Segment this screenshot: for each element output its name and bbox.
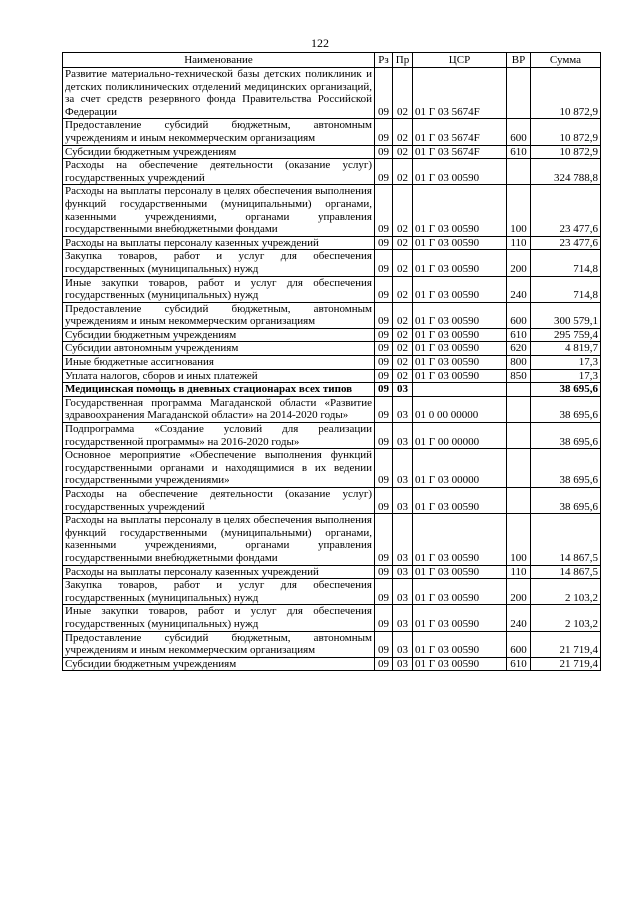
table-row <box>63 342 601 356</box>
cell-vr <box>507 488 531 514</box>
cell-rz: 09 <box>375 145 393 159</box>
cell-csr: 01 Г 03 00590 <box>413 302 507 328</box>
cell-name: Расходы на выплаты персоналу в целях обеспечения выполнения функций государственными (муниципальными) органами, казенными учреждениями, органами управления государственными внебюджетными фондами <box>63 185 375 236</box>
table-row <box>63 449 601 488</box>
cell-name: Иные закупки товаров, работ и услуг для обеспечения государственных (муниципальных) нужд <box>63 276 375 302</box>
cell-sum: 4 819,7 <box>531 342 601 356</box>
cell-rz: 09 <box>375 328 393 342</box>
column-header-name: Наименование <box>63 53 375 68</box>
cell-rz: 09 <box>375 565 393 579</box>
cell-csr: 01 Г 00 00000 <box>413 423 507 449</box>
table-row <box>63 145 601 159</box>
table-row <box>63 579 601 605</box>
cell-name: Государственная программа Магаданской области «Развитие здравоохранения Магаданской области» на 2014-2020 годы» <box>63 396 375 422</box>
cell-name: Субсидии бюджетным учреждениям <box>63 328 375 342</box>
cell-pr: 02 <box>393 342 413 356</box>
cell-pr: 03 <box>393 449 413 488</box>
cell-sum: 10 872,9 <box>531 145 601 159</box>
cell-sum: 23 477,6 <box>531 236 601 250</box>
cell-csr: 01 Г 03 00590 <box>413 159 507 185</box>
cell-rz: 09 <box>375 631 393 657</box>
cell-vr <box>507 383 531 397</box>
cell-sum: 10 872,9 <box>531 119 601 145</box>
cell-vr <box>507 68 531 119</box>
cell-vr: 200 <box>507 579 531 605</box>
cell-sum: 14 867,5 <box>531 514 601 565</box>
cell-sum: 38 695,6 <box>531 488 601 514</box>
cell-pr: 03 <box>393 605 413 631</box>
table-row <box>63 250 601 276</box>
cell-name: Уплата налогов, сборов и иных платежей <box>63 369 375 383</box>
cell-vr: 600 <box>507 631 531 657</box>
cell-vr: 110 <box>507 236 531 250</box>
cell-csr: 01 Г 03 00590 <box>413 657 507 671</box>
budget-table <box>62 52 601 671</box>
cell-sum: 2 103,2 <box>531 579 601 605</box>
cell-pr: 02 <box>393 119 413 145</box>
cell-rz: 09 <box>375 185 393 236</box>
cell-csr: 01 Г 03 00590 <box>413 356 507 370</box>
cell-csr: 01 Г 03 00590 <box>413 250 507 276</box>
column-header-csr: ЦСР <box>413 53 507 68</box>
cell-name: Субсидии автономным учреждениям <box>63 342 375 356</box>
cell-rz: 09 <box>375 396 393 422</box>
cell-rz: 09 <box>375 383 393 397</box>
table-row <box>63 488 601 514</box>
cell-csr: 01 Г 03 00590 <box>413 328 507 342</box>
cell-csr: 01 Г 03 5674F <box>413 119 507 145</box>
table-row <box>63 236 601 250</box>
cell-pr: 03 <box>393 631 413 657</box>
cell-sum: 38 695,6 <box>531 449 601 488</box>
cell-rz: 09 <box>375 514 393 565</box>
cell-csr: 01 Г 03 5674F <box>413 68 507 119</box>
cell-name: Медицинская помощь в дневных стационарах всех типов <box>63 383 375 397</box>
cell-vr: 110 <box>507 565 531 579</box>
cell-pr: 02 <box>393 236 413 250</box>
cell-name: Расходы на обеспечение деятельности (оказание услуг) государственных учреждений <box>63 159 375 185</box>
cell-pr: 02 <box>393 369 413 383</box>
table-row <box>63 631 601 657</box>
table-row <box>63 68 601 119</box>
table-row <box>63 159 601 185</box>
cell-sum: 14 867,5 <box>531 565 601 579</box>
cell-name: Развитие материально-технической базы детских поликлиник и детских поликлинических отделений медицинских организаций, за счет средств резервного фонда Правительства Российской Федерации <box>63 68 375 119</box>
cell-name: Субсидии бюджетным учреждениям <box>63 145 375 159</box>
cell-pr: 02 <box>393 276 413 302</box>
cell-name: Предоставление субсидий бюджетным, автономным учреждениям и иным некоммерческим организациям <box>63 631 375 657</box>
cell-pr: 02 <box>393 250 413 276</box>
cell-sum: 300 579,1 <box>531 302 601 328</box>
cell-name: Иные бюджетные ассигнования <box>63 356 375 370</box>
cell-pr: 03 <box>393 383 413 397</box>
cell-sum: 23 477,6 <box>531 185 601 236</box>
cell-vr: 800 <box>507 356 531 370</box>
cell-rz: 09 <box>375 449 393 488</box>
cell-vr: 200 <box>507 250 531 276</box>
cell-rz: 09 <box>375 276 393 302</box>
cell-sum: 324 788,8 <box>531 159 601 185</box>
cell-rz: 09 <box>375 356 393 370</box>
table-row <box>63 276 601 302</box>
cell-rz: 09 <box>375 579 393 605</box>
cell-csr: 01 Г 03 00590 <box>413 236 507 250</box>
cell-sum: 21 719,4 <box>531 657 601 671</box>
cell-pr: 03 <box>393 514 413 565</box>
cell-name: Расходы на выплаты персоналу казенных учреждений <box>63 565 375 579</box>
column-header-vr: ВР <box>507 53 531 68</box>
cell-csr: 01 Г 03 00590 <box>413 631 507 657</box>
cell-rz: 09 <box>375 159 393 185</box>
cell-name: Иные закупки товаров, работ и услуг для обеспечения государственных (муниципальных) нужд <box>63 605 375 631</box>
cell-rz: 09 <box>375 119 393 145</box>
cell-pr: 03 <box>393 565 413 579</box>
cell-sum: 38 695,6 <box>531 383 601 397</box>
table-row <box>63 369 601 383</box>
table-row <box>63 328 601 342</box>
table-row <box>63 302 601 328</box>
cell-pr: 02 <box>393 68 413 119</box>
table-row <box>63 356 601 370</box>
cell-rz: 09 <box>375 423 393 449</box>
cell-sum: 10 872,9 <box>531 68 601 119</box>
cell-pr: 02 <box>393 159 413 185</box>
cell-pr: 02 <box>393 145 413 159</box>
cell-vr: 620 <box>507 342 531 356</box>
table-row <box>63 185 601 236</box>
cell-name: Расходы на выплаты персоналу в целях обеспечения выполнения функций государственными (муниципальными) органами, казенными учреждениями, органами управления государственными внебюджетными фондами <box>63 514 375 565</box>
table-row <box>63 396 601 422</box>
cell-rz: 09 <box>375 250 393 276</box>
cell-vr <box>507 449 531 488</box>
cell-csr: 01 Г 03 00590 <box>413 514 507 565</box>
cell-pr: 02 <box>393 185 413 236</box>
cell-pr: 02 <box>393 328 413 342</box>
cell-pr: 02 <box>393 302 413 328</box>
cell-csr: 01 Г 03 5674F <box>413 145 507 159</box>
table-row <box>63 657 601 671</box>
cell-pr: 03 <box>393 657 413 671</box>
cell-rz: 09 <box>375 302 393 328</box>
cell-csr: 01 Г 03 00590 <box>413 369 507 383</box>
cell-name: Расходы на обеспечение деятельности (оказание услуг) государственных учреждений <box>63 488 375 514</box>
cell-sum: 17,3 <box>531 356 601 370</box>
cell-vr <box>507 423 531 449</box>
column-header-rz: Рз <box>375 53 393 68</box>
cell-sum: 2 103,2 <box>531 605 601 631</box>
cell-csr: 01 Г 03 00590 <box>413 185 507 236</box>
cell-csr: 01 Г 03 00590 <box>413 276 507 302</box>
cell-pr: 03 <box>393 396 413 422</box>
cell-vr: 100 <box>507 185 531 236</box>
cell-pr: 03 <box>393 488 413 514</box>
page-number: 122 <box>311 36 329 50</box>
cell-name: Закупка товаров, работ и услуг для обеспечения государственных (муниципальных) нужд <box>63 579 375 605</box>
cell-csr: 01 Г 03 00590 <box>413 342 507 356</box>
cell-csr: 01 Г 03 00590 <box>413 488 507 514</box>
cell-sum: 714,8 <box>531 276 601 302</box>
table-row <box>63 119 601 145</box>
table-row <box>63 565 601 579</box>
cell-pr: 03 <box>393 579 413 605</box>
cell-vr: 240 <box>507 605 531 631</box>
cell-vr <box>507 159 531 185</box>
cell-csr: 01 Г 03 00590 <box>413 605 507 631</box>
cell-name: Закупка товаров, работ и услуг для обеспечения государственных (муниципальных) нужд <box>63 250 375 276</box>
cell-rz: 09 <box>375 605 393 631</box>
cell-sum: 38 695,6 <box>531 423 601 449</box>
cell-csr: 01 Г 03 00590 <box>413 565 507 579</box>
cell-name: Предоставление субсидий бюджетным, автономным учреждениям и иным некоммерческим организациям <box>63 302 375 328</box>
cell-csr: 01 0 00 00000 <box>413 396 507 422</box>
table-row <box>63 383 601 397</box>
cell-vr: 850 <box>507 369 531 383</box>
cell-vr: 100 <box>507 514 531 565</box>
table-header-row <box>63 53 601 68</box>
cell-name: Предоставление субсидий бюджетным, автономным учреждениям и иным некоммерческим организациям <box>63 119 375 145</box>
cell-csr <box>413 383 507 397</box>
cell-sum: 38 695,6 <box>531 396 601 422</box>
cell-csr: 01 Г 03 00590 <box>413 579 507 605</box>
cell-vr: 240 <box>507 276 531 302</box>
cell-pr: 03 <box>393 423 413 449</box>
table-body <box>63 68 601 671</box>
cell-name: Основное мероприятие «Обеспечение выполнения функций государственными органами и находящимися в их ведении государственными учреждениями» <box>63 449 375 488</box>
cell-vr <box>507 396 531 422</box>
cell-rz: 09 <box>375 68 393 119</box>
table-row <box>63 605 601 631</box>
cell-rz: 09 <box>375 342 393 356</box>
table-row <box>63 423 601 449</box>
cell-rz: 09 <box>375 236 393 250</box>
cell-name: Субсидии бюджетным учреждениям <box>63 657 375 671</box>
cell-vr: 600 <box>507 119 531 145</box>
cell-vr: 600 <box>507 302 531 328</box>
cell-sum: 21 719,4 <box>531 631 601 657</box>
cell-rz: 09 <box>375 369 393 383</box>
cell-rz: 09 <box>375 657 393 671</box>
cell-name: Подпрограмма «Создание условий для реализации государственной программы» на 2016-2020 годы» <box>63 423 375 449</box>
cell-sum: 295 759,4 <box>531 328 601 342</box>
cell-vr: 610 <box>507 145 531 159</box>
cell-sum: 17,3 <box>531 369 601 383</box>
column-header-pr: Пр <box>393 53 413 68</box>
cell-csr: 01 Г 03 00000 <box>413 449 507 488</box>
cell-sum: 714,8 <box>531 250 601 276</box>
cell-pr: 02 <box>393 356 413 370</box>
cell-rz: 09 <box>375 488 393 514</box>
cell-vr: 610 <box>507 328 531 342</box>
column-header-sum: Сумма <box>531 53 601 68</box>
cell-vr: 610 <box>507 657 531 671</box>
table-row <box>63 514 601 565</box>
cell-name: Расходы на выплаты персоналу казенных учреждений <box>63 236 375 250</box>
